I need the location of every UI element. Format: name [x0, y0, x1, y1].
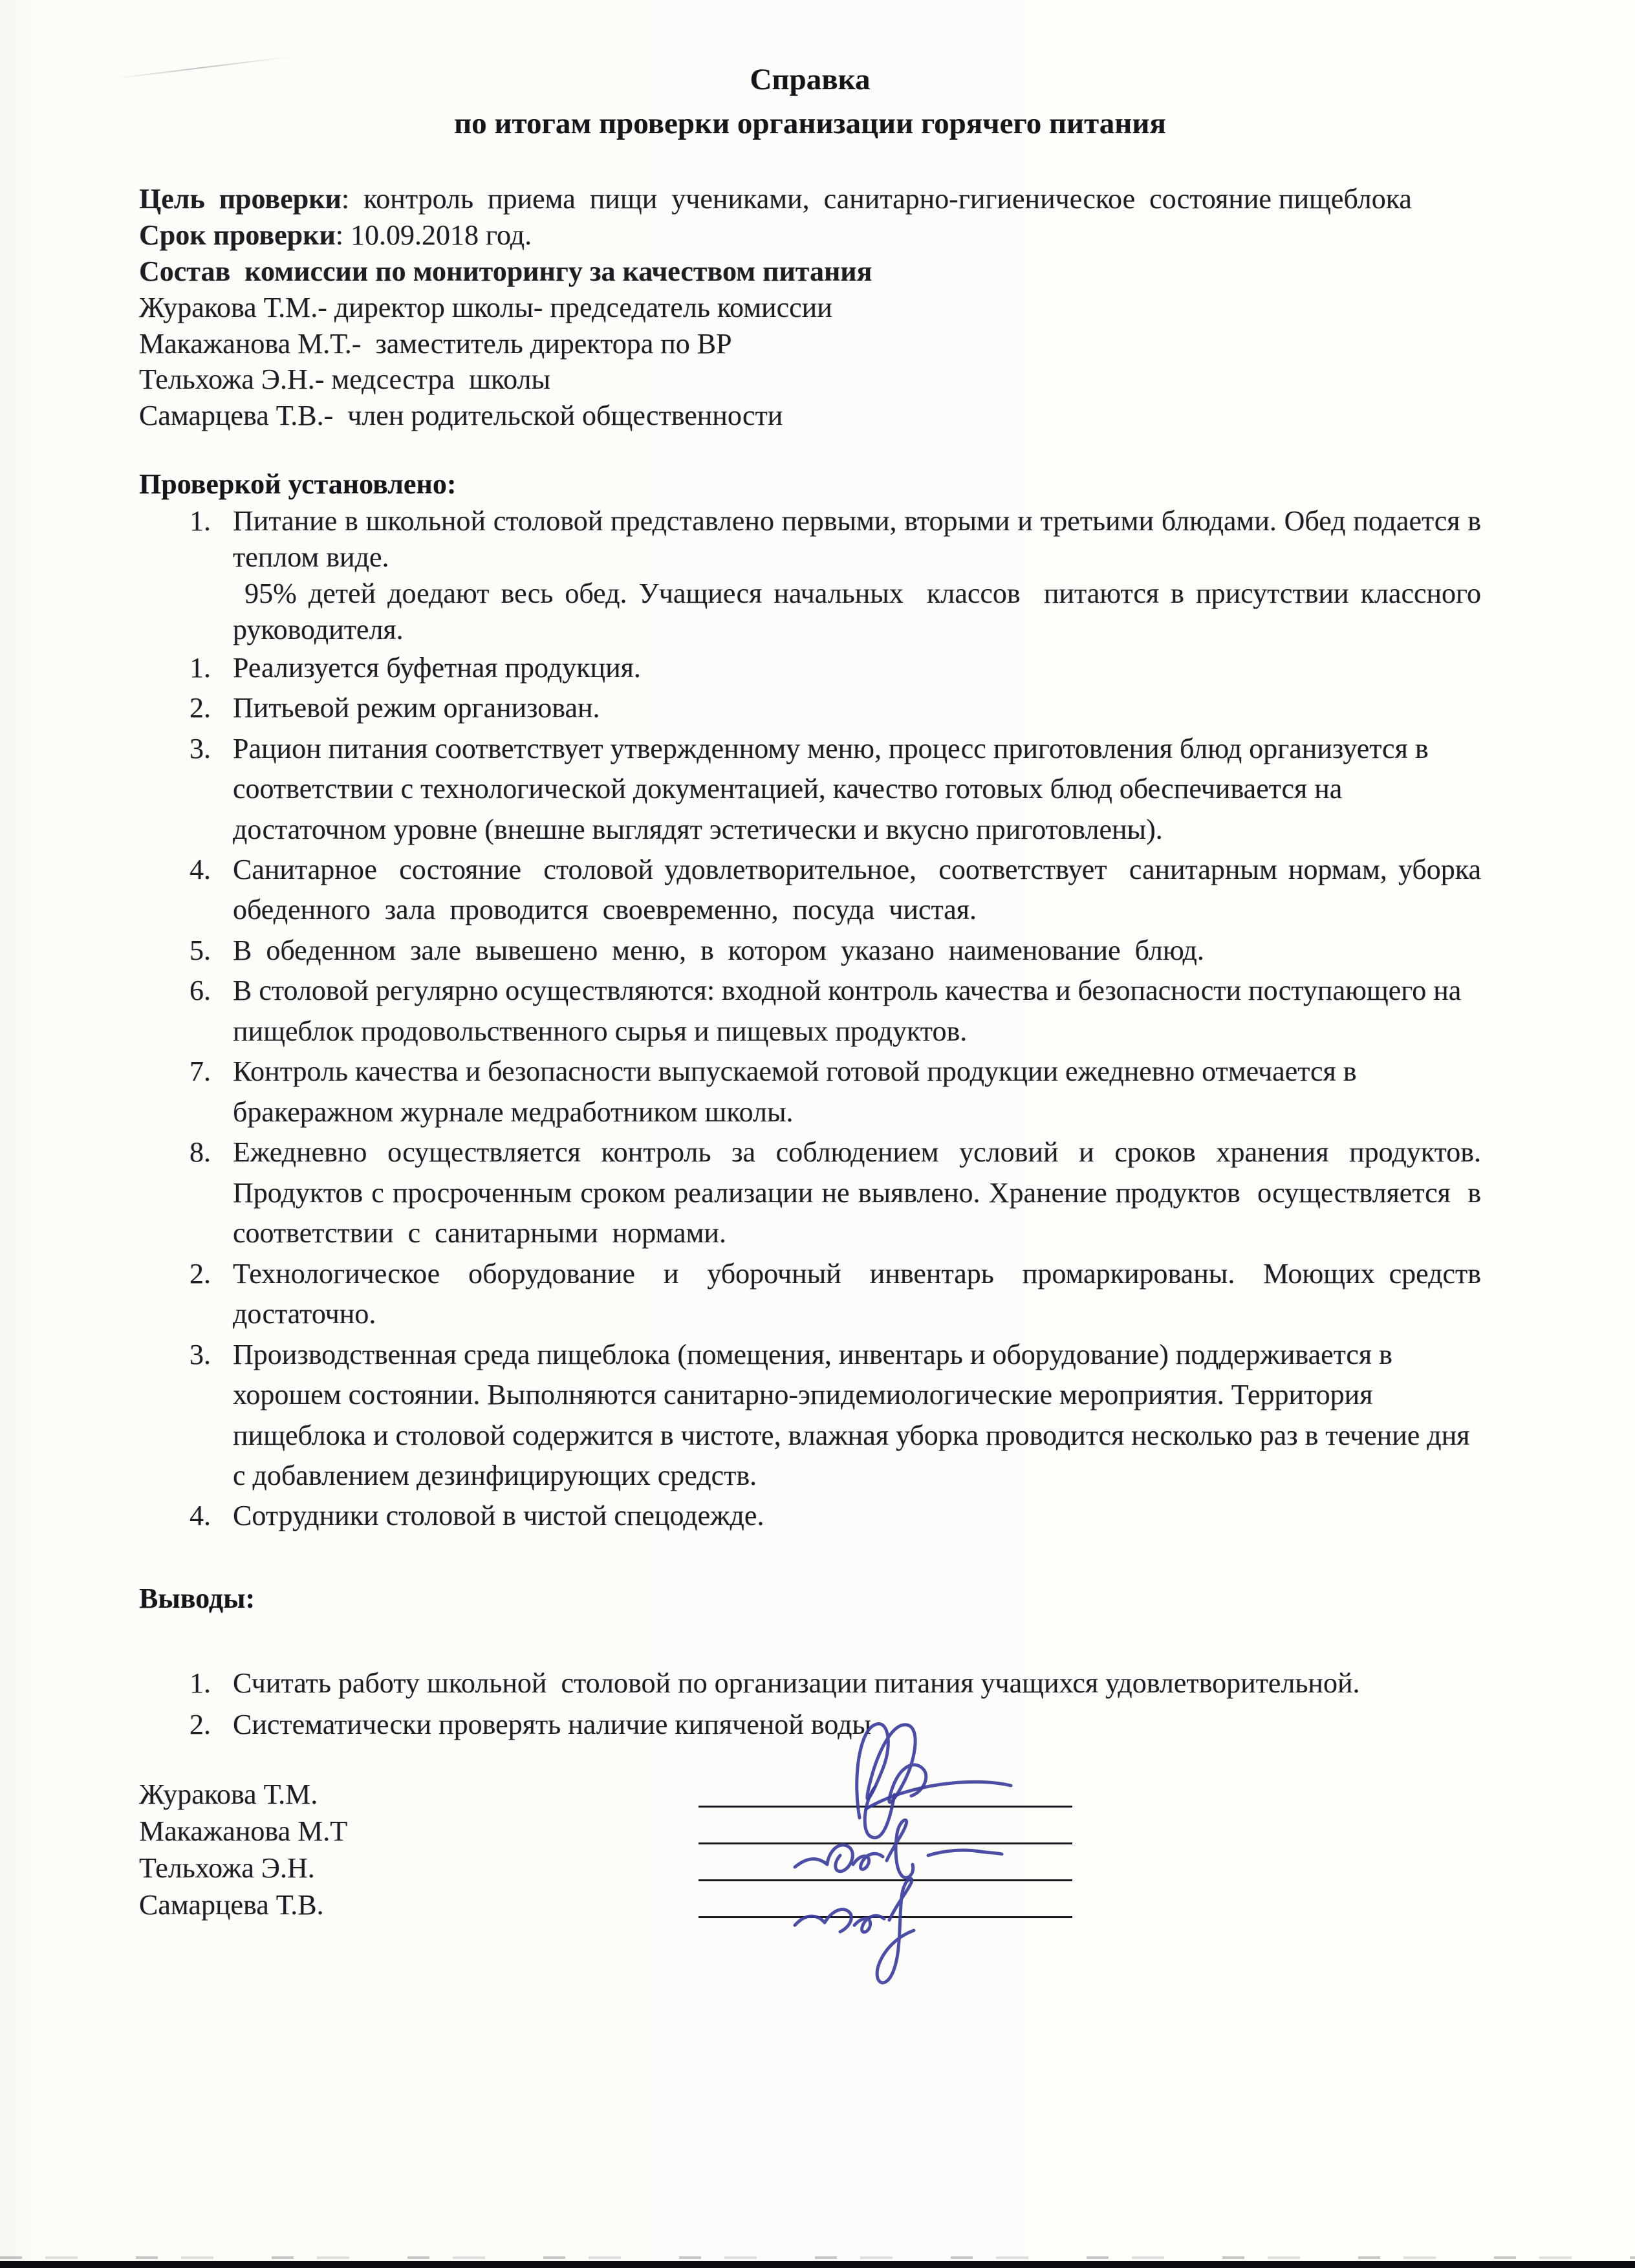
- item-body: [233, 931, 1481, 971]
- list-item: [139, 1254, 1495, 1335]
- signature-row: [139, 1811, 1481, 1848]
- item-body: [233, 729, 1481, 850]
- intro-line: [139, 254, 1481, 290]
- scan-edge-bar: [0, 2261, 1635, 2268]
- document-subtitle: по итогам проверки организации горячего питания: [454, 107, 1166, 140]
- item-paragraph: 95% детей доедают весь обед. Учащиеся начальных классов питаются в присутствии классного руководителя.: [233, 577, 1488, 645]
- intro-label: Срок проверки: [139, 219, 336, 251]
- intro-text: : контроль приема пищи учениками, санитарно-гигиеническое состояние пищеблока: [341, 183, 1412, 215]
- intro-section: [139, 181, 1481, 434]
- list-item: [139, 688, 1481, 728]
- intro-text: Самарцева Т.В.- член родительской общественности: [139, 400, 783, 432]
- list-item: [139, 503, 1488, 648]
- item-number: 2.: [189, 692, 211, 724]
- item-number: 1.: [189, 1667, 211, 1699]
- item-paragraph: В обеденном зале вывешено меню, в котором указано наименование блюд.: [233, 934, 1204, 966]
- item-body: [233, 1335, 1481, 1496]
- signature-line: [698, 1916, 1072, 1918]
- intro-line: [139, 326, 1481, 362]
- item-paragraph: Систематически проверять наличие кипяченой воды: [233, 1708, 872, 1740]
- signature-row: [139, 1774, 1481, 1811]
- signature-row: [139, 1848, 1481, 1885]
- list-item: [139, 971, 1481, 1052]
- signature-block: [139, 1774, 1481, 1921]
- intro-text: Тельхожа Э.Н.- медсестра школы: [139, 363, 551, 396]
- item-body: [233, 688, 1481, 728]
- list-item: [139, 850, 1495, 931]
- item-paragraph: Реализуется буфетная продукция.: [233, 651, 641, 684]
- conclusions-list: [139, 1665, 1481, 1743]
- signatory-name: Журакова Т.М.: [139, 1778, 318, 1810]
- findings-heading: Проверкой установлено:: [139, 468, 457, 501]
- item-paragraph: Производственная среда пищеблока (помещения, инвентарь и оборудование) поддерживается в хорошем состоянии. Выполняются санитарно-эпидемиологические мероприятия. Территория пищеблока и столовой содержится в чистоте, влажная уборка проводится несколько раз в течение дня с добавлением дезинфицирующих средств.: [233, 1338, 1477, 1491]
- item-body: [233, 503, 1488, 648]
- intro-line: [139, 362, 1481, 398]
- item-body: [233, 648, 1481, 688]
- item-body: [233, 1132, 1495, 1253]
- list-item: [139, 1052, 1481, 1132]
- intro-line: [139, 181, 1481, 217]
- item-body: [233, 1707, 1481, 1743]
- intro-label: Состав комиссии по мониторингу за качеством питания: [139, 255, 872, 287]
- scan-noise-line: [0, 2256, 1635, 2259]
- item-paragraph: Питание в школьной столовой представлено первыми, вторыми и третьими блюдами. Обед подается в теплом виде.: [233, 505, 1488, 573]
- item-paragraph: Технологическое оборудование и уборочный инвентарь промаркированы. Моющих средств достаточно.: [233, 1257, 1495, 1330]
- intro-label: Цель проверки: [139, 183, 341, 215]
- item-paragraph: Рацион питания соответствует утвержденному меню, процесс приготовления блюд организуется в соответствии с технологической документацией, качество готовых блюд обеспечивается на достаточном уровне (внешне выглядят эстетически и вкусно приготовлены).: [233, 732, 1436, 845]
- list-item: [139, 1496, 1481, 1536]
- list-item: [139, 1707, 1481, 1743]
- item-number: 4.: [189, 853, 211, 885]
- list-item: [139, 931, 1481, 971]
- item-body: [233, 1665, 1481, 1701]
- intro-text: Макажанова М.Т.- заместитель директора по ВР: [139, 327, 732, 360]
- intro-text: Журакова Т.М.- директор школы- председатель комиссии: [139, 291, 832, 323]
- item-paragraph: Считать работу школьной столовой по организации питания учащихся удовлетворительной.: [233, 1667, 1360, 1699]
- item-body: [233, 850, 1495, 931]
- signature-line: [698, 1879, 1072, 1881]
- item-number: 6.: [189, 975, 211, 1007]
- item-number: 8.: [189, 1136, 211, 1169]
- item-number: 5.: [189, 934, 211, 966]
- conclusions-heading: Выводы:: [139, 1582, 255, 1614]
- item-paragraph: Сотрудники столовой в чистой спецодежде.: [233, 1500, 764, 1532]
- item-paragraph: Ежедневно осуществляется контроль за соблюдением условий и сроков хранения продуктов. Продуктов с просроченным сроком реализации не выявлено. Хранение продуктов осуществляется в соответствии с санитарными нормами.: [233, 1136, 1495, 1249]
- item-number: 3.: [189, 1338, 211, 1370]
- intro-line: [139, 290, 1481, 326]
- signatory-name: Самарцева Т.В.: [139, 1888, 324, 1921]
- item-paragraph: Контроль качества и безопасности выпускаемой готовой продукции ежедневно отмечается в бракеражном журнале медработником школы.: [233, 1055, 1364, 1128]
- item-number: 4.: [189, 1500, 211, 1532]
- intro-line: [139, 217, 1481, 254]
- item-paragraph: Санитарное состояние столовой удовлетворительное, соответствует санитарным нормам, уборка обеденного зала проводится своевременно, посуда чистая.: [233, 853, 1495, 926]
- intro-line: [139, 398, 1481, 434]
- signature-row: [139, 1885, 1481, 1921]
- item-paragraph: В столовой регулярно осуществляются: входной контроль качества и безопасности поступающего на пищеблок продовольственного сырья и пищевых продуктов.: [233, 975, 1469, 1047]
- list-item: [139, 1335, 1481, 1496]
- signatory-name: Тельхожа Э.Н.: [139, 1852, 315, 1884]
- item-number: 7.: [189, 1055, 211, 1088]
- item-paragraph: Питьевой режим организован.: [233, 692, 600, 724]
- item-number: 1.: [189, 505, 211, 537]
- item-body: [233, 1496, 1481, 1536]
- list-item: [139, 729, 1481, 850]
- item-body: [233, 971, 1481, 1052]
- findings-list: [139, 648, 1495, 1537]
- signatory-name: Макажанова М.Т: [139, 1815, 348, 1847]
- signature-rows: [139, 1774, 1481, 1921]
- signature-line: [698, 1806, 1072, 1808]
- list-item: [139, 1132, 1495, 1253]
- list-item: [139, 648, 1481, 688]
- item-number: 3.: [189, 732, 211, 764]
- item-number: 2.: [189, 1257, 211, 1290]
- signature-line: [698, 1842, 1072, 1844]
- list-item: [139, 1665, 1481, 1701]
- item-body: [233, 1254, 1495, 1335]
- item-number: 1.: [189, 651, 211, 684]
- intro-text: : 10.09.2018 год.: [335, 219, 532, 251]
- document-title: Справка: [750, 63, 871, 96]
- findings-list-primary: [139, 503, 1488, 648]
- item-number: 2.: [189, 1708, 211, 1740]
- item-body: [233, 1052, 1481, 1132]
